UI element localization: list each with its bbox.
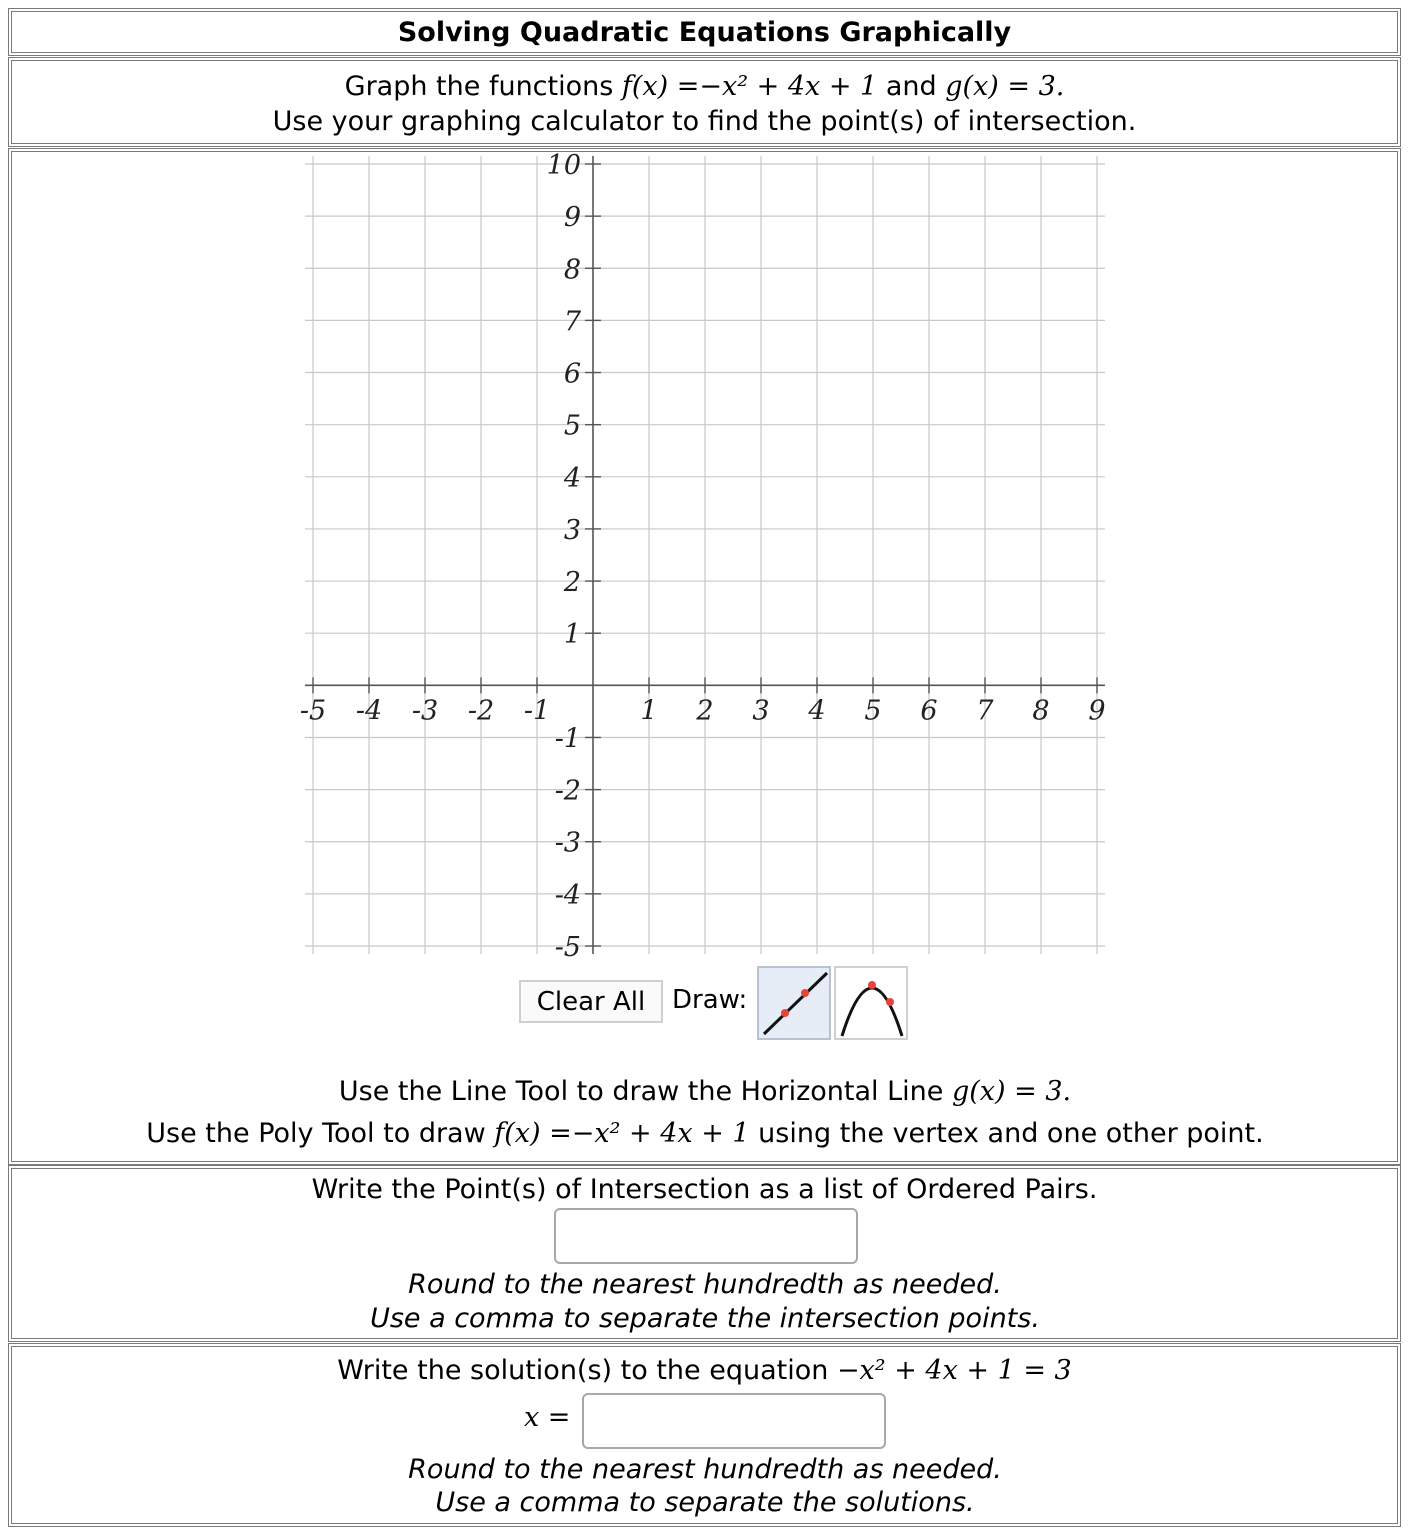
line-tool-prefix: Use the Line Tool to draw the Horizontal Line (338, 1076, 952, 1107)
y-tick-label: 7 (563, 306, 581, 338)
y-tick-label: 10 (546, 150, 581, 181)
y-tick-label: 6 (563, 358, 581, 390)
x-tick-label: -4 (355, 695, 383, 727)
intersection-input[interactable] (554, 1208, 858, 1264)
y-tick-label: 2 (563, 567, 581, 599)
x-tick-label: 7 (976, 695, 994, 727)
x-equals-label: x = (524, 1402, 571, 1433)
y-tick-label: -3 (554, 827, 581, 859)
y-tick-label: 9 (563, 202, 581, 234)
instruction-box (11, 60, 1398, 144)
title-box (11, 11, 1398, 53)
solution-hint-round: Round to the nearest hundredth as needed. (408, 1454, 1002, 1485)
x-tick-label: 8 (1032, 695, 1050, 727)
grid-lines (305, 156, 1105, 954)
y-tick-label: 8 (563, 254, 581, 286)
poly-tool-instruction (0, 1116, 1410, 1152)
x-tick-label: 4 (808, 695, 826, 727)
solution-input[interactable] (582, 1393, 886, 1449)
x-tick-label: -3 (411, 695, 439, 727)
y-tick-label: 5 (563, 410, 581, 442)
g-expression: g(x) = 3. (945, 71, 1065, 102)
line-tool-instruction (0, 1074, 1410, 1110)
x-tick-label: 2 (696, 695, 714, 727)
line-tool-button[interactable] (757, 966, 831, 1040)
and-word: and (877, 71, 946, 102)
x-tick-label: -2 (467, 695, 495, 727)
y-tick-label: -1 (554, 723, 581, 755)
intersection-hint-round: Round to the nearest hundredth as needed. (408, 1269, 1002, 1300)
x-tick-label: 6 (920, 695, 938, 727)
y-tick-label: 3 (563, 514, 581, 546)
solution-hint-comma: Use a comma to separate the solutions. (435, 1487, 975, 1518)
instruction-line-1 (12, 69, 1397, 105)
poly-tool-prefix: Use the Poly Tool to draw (146, 1118, 495, 1149)
solution-equation: −x² + 4x + 1 = 3 (836, 1355, 1072, 1386)
line-tool-icon (759, 968, 829, 1038)
x-tick-label: 9 (1088, 695, 1106, 727)
poly-tool-suffix: using the vertex and one other point. (749, 1118, 1264, 1149)
line-tool-expression: g(x) = 3. (951, 1076, 1072, 1107)
x-tick-label: -1 (523, 695, 551, 727)
parabola-tool-icon (836, 968, 906, 1038)
x-tick-label: 1 (640, 695, 658, 727)
y-tick-label: -5 (554, 932, 581, 960)
page-title: Solving Quadratic Equations Graphically (397, 17, 1012, 48)
y-tick-label: -2 (554, 775, 581, 807)
instruction-line-2: Use your graphing calculator to find the point(s) of intersection. (272, 106, 1137, 137)
graph-prefix: Graph the functions (344, 71, 622, 102)
poly-tool-button[interactable] (834, 966, 908, 1040)
x-axis-labels (300, 695, 1106, 726)
x-tick-label: -5 (300, 695, 327, 727)
f-expression: f(x) =−x² + 4x + 1 (621, 71, 878, 102)
y-tick-label: -4 (554, 879, 581, 911)
solution-prompt-prefix: Write the solution(s) to the equation (337, 1355, 837, 1386)
y-axis-labels (547, 150, 582, 960)
clear-all-button[interactable]: Clear All (519, 980, 663, 1023)
x-tick-label: 5 (864, 695, 882, 727)
intersection-hint-comma: Use a comma to separate the intersection points. (370, 1303, 1040, 1334)
draw-label: Draw: (672, 985, 748, 1015)
coordinate-grid[interactable] (300, 150, 1115, 960)
solution-prompt (12, 1353, 1397, 1389)
x-tick-label: 3 (752, 695, 770, 727)
poly-tool-expression: f(x) =−x² + 4x + 1 (494, 1118, 750, 1149)
intersection-prompt: Write the Point(s) of Intersection as a list of Ordered Pairs. (311, 1174, 1098, 1205)
y-tick-label: 1 (563, 619, 581, 651)
y-tick-label: 4 (563, 462, 581, 494)
